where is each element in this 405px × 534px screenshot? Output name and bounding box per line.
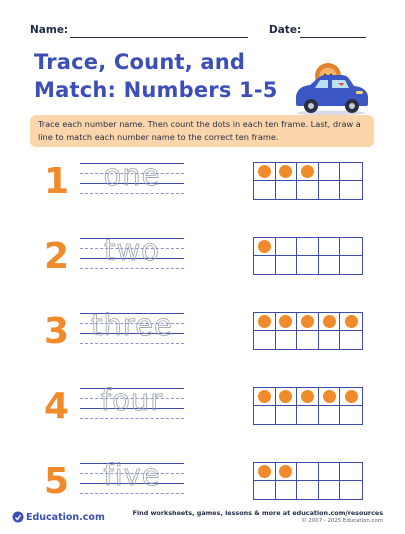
title-line-1: Trace, Count, and [34, 50, 246, 74]
ten-frame-cell [276, 463, 298, 481]
ten-frame[interactable] [253, 387, 363, 425]
ten-frame-cell [297, 388, 319, 406]
ten-frame-cell [254, 181, 276, 199]
ten-frame[interactable] [253, 462, 363, 500]
count-dot [279, 315, 292, 328]
ten-frame-cell [276, 313, 298, 331]
name-field[interactable] [70, 37, 248, 38]
trace-word[interactable]: five [103, 458, 161, 492]
education-logo-icon [12, 511, 24, 523]
handwriting-guide-line [80, 418, 184, 419]
footer-copyright: © 2007 - 2025 Education.com [301, 518, 383, 524]
trace-word[interactable]: two [104, 233, 160, 267]
ten-frame-cell [254, 238, 276, 256]
ten-frame-cell [254, 331, 276, 349]
handwriting-guide-line [80, 493, 184, 494]
ten-frame-cell [254, 256, 276, 274]
ten-frame-cell [276, 331, 298, 349]
ten-frame-cell [254, 481, 276, 499]
ten-frame-cell [297, 163, 319, 181]
exercise-row [0, 230, 405, 290]
ten-frame-cell [254, 388, 276, 406]
numeral: 3 [44, 311, 70, 352]
ten-frame-cell [319, 481, 341, 499]
ten-frame-cell [276, 388, 298, 406]
ten-frame-cell [276, 181, 298, 199]
instructions-box: Trace each number name. Then count the dots in each ten frame. Last, draw a line to match each number name to the correct ten frame. [30, 115, 374, 147]
ten-frame-cell [340, 406, 362, 424]
ten-frame-cell [254, 406, 276, 424]
exercise-row [0, 380, 405, 440]
count-dot [323, 315, 336, 328]
count-dot [345, 315, 358, 328]
numeral: 1 [44, 161, 70, 202]
ten-frame-cell [297, 256, 319, 274]
ten-frame-cell [340, 181, 362, 199]
ten-frame-cell [319, 238, 341, 256]
ten-frame-cell [319, 463, 341, 481]
footer-resources-link[interactable]: Find worksheets, games, lessons & more at education.com/resources [132, 509, 383, 517]
count-dot [258, 240, 271, 253]
ten-frame-cell [319, 256, 341, 274]
numeral: 4 [44, 386, 70, 427]
count-dot [258, 165, 271, 178]
ten-frame-cell [340, 388, 362, 406]
count-dot [258, 315, 271, 328]
ten-frame-cell [340, 481, 362, 499]
ten-frame[interactable] [253, 162, 363, 200]
count-dot [345, 390, 358, 403]
title-line-2: Match: Numbers 1-5 [34, 78, 278, 102]
count-dot [301, 390, 314, 403]
exercise-row [0, 155, 405, 215]
count-dot [323, 390, 336, 403]
footer-info [133, 509, 383, 524]
ten-frame-cell [297, 238, 319, 256]
ten-frame-cell [319, 331, 341, 349]
count-dot [258, 390, 271, 403]
exercise-row [0, 305, 405, 365]
count-dot [258, 465, 271, 478]
ten-frame-cell [340, 238, 362, 256]
exercise-row [0, 455, 405, 515]
ten-frame-cell [340, 256, 362, 274]
ten-frame[interactable] [253, 237, 363, 275]
ten-frame-cell [340, 163, 362, 181]
lion-driving-blue-car-icon [290, 58, 372, 116]
numeral: 5 [44, 461, 70, 502]
count-dot [279, 465, 292, 478]
ten-frame-cell [340, 313, 362, 331]
count-dot [301, 315, 314, 328]
date-field[interactable] [300, 37, 366, 38]
trace-word[interactable]: one [103, 158, 161, 192]
ten-frame[interactable] [253, 312, 363, 350]
ten-frame-cell [297, 406, 319, 424]
ten-frame-cell [276, 256, 298, 274]
count-dot [301, 165, 314, 178]
ten-frame-cell [297, 481, 319, 499]
ten-frame-cell [276, 406, 298, 424]
handwriting-guide-line [80, 343, 184, 344]
name-label: Name: [30, 24, 69, 36]
ten-frame-cell [276, 163, 298, 181]
ten-frame-cell [297, 181, 319, 199]
ten-frame-cell [319, 163, 341, 181]
ten-frame-cell [297, 313, 319, 331]
handwriting-guide-line [80, 193, 184, 194]
ten-frame-cell [254, 463, 276, 481]
date-label: Date: [269, 24, 302, 36]
count-dot [279, 165, 292, 178]
ten-frame-cell [319, 313, 341, 331]
ten-frame-cell [276, 238, 298, 256]
ten-frame-cell [297, 331, 319, 349]
count-dot [279, 390, 292, 403]
ten-frame-cell [254, 313, 276, 331]
ten-frame-cell [319, 181, 341, 199]
trace-word[interactable]: three [91, 308, 173, 342]
ten-frame-cell [276, 481, 298, 499]
ten-frame-cell [340, 463, 362, 481]
handwriting-guide-line [80, 268, 184, 269]
trace-word[interactable]: four [100, 383, 164, 417]
ten-frame-cell [319, 406, 341, 424]
brand-logo-text[interactable]: Education.com [26, 512, 105, 523]
ten-frame-cell [254, 163, 276, 181]
numeral: 2 [44, 236, 70, 277]
ten-frame-cell [319, 388, 341, 406]
ten-frame-cell [297, 463, 319, 481]
ten-frame-cell [340, 331, 362, 349]
